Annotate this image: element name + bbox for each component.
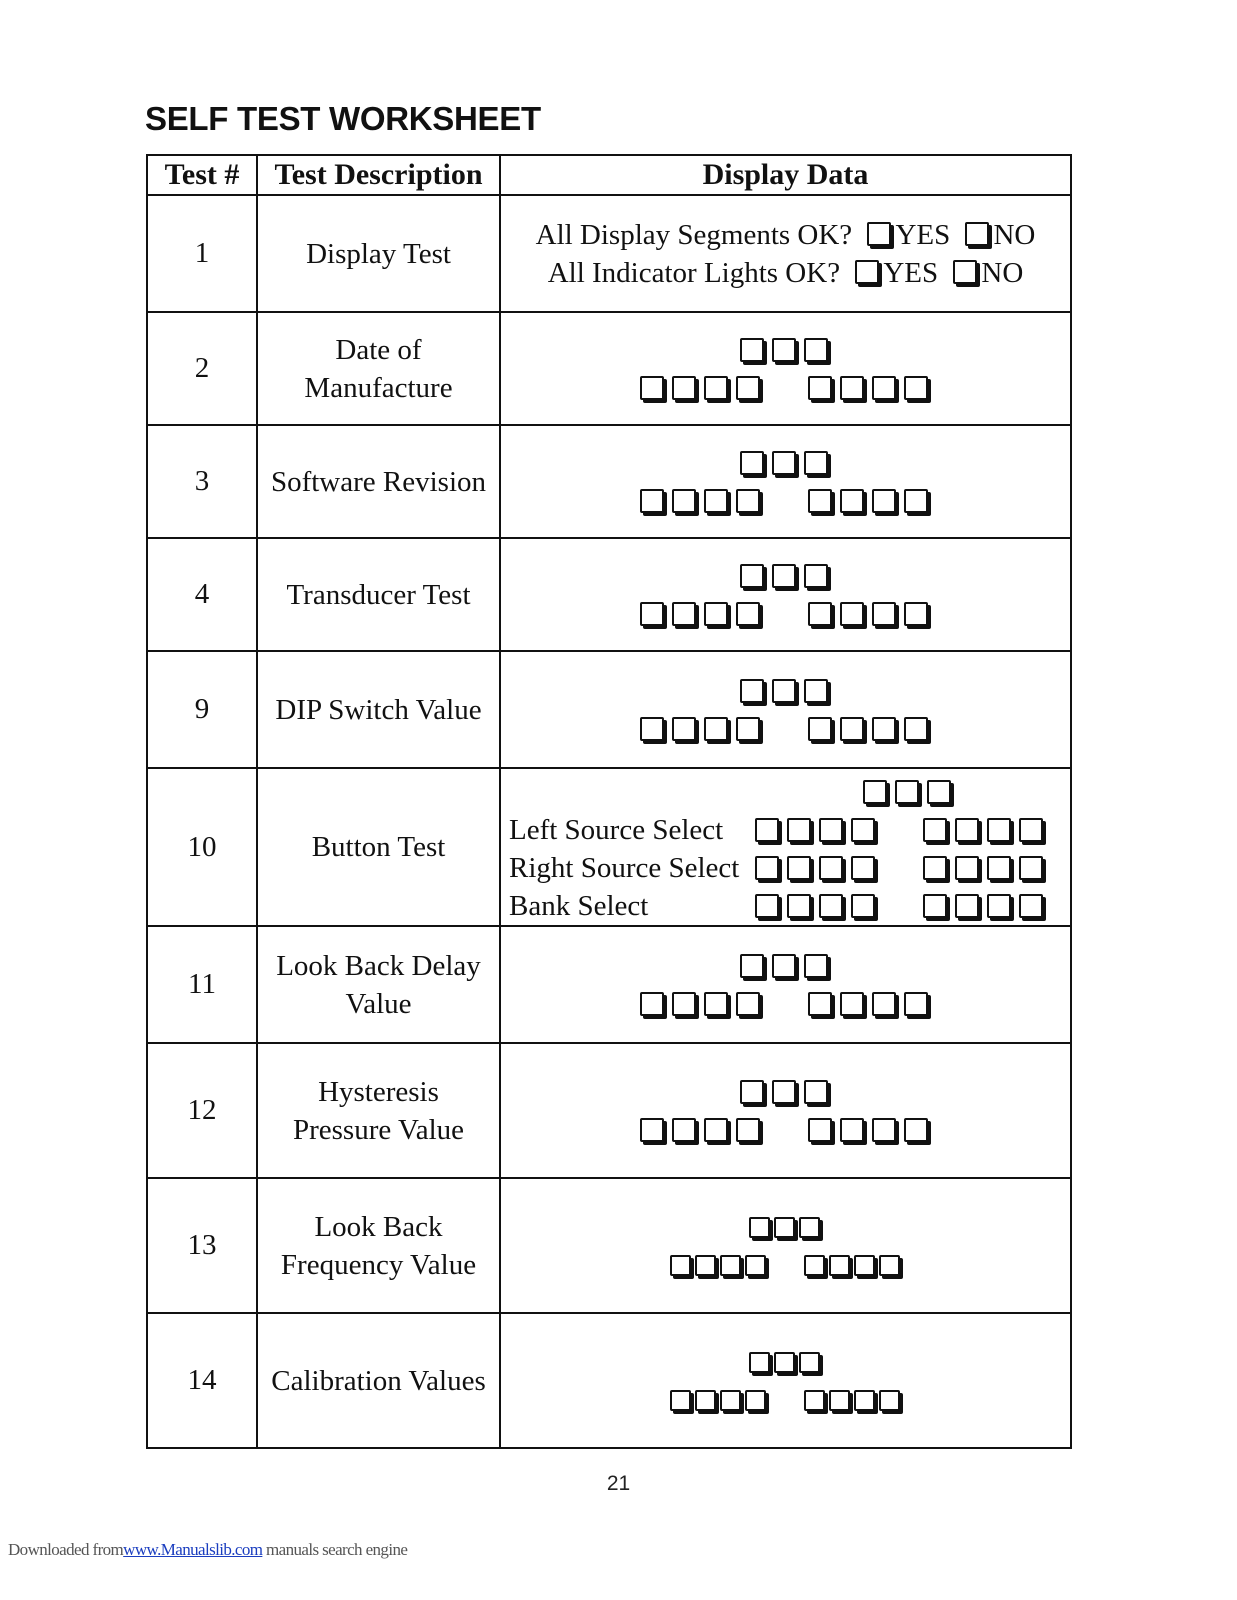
digit-box[interactable] xyxy=(772,564,796,588)
digit-box[interactable] xyxy=(904,376,928,400)
digit-box[interactable] xyxy=(720,1390,741,1411)
digit-box[interactable] xyxy=(736,1118,760,1142)
digit-box[interactable] xyxy=(774,1217,795,1238)
digit-box[interactable] xyxy=(987,894,1011,918)
digit-box[interactable] xyxy=(804,954,828,978)
digit-box-row-top xyxy=(501,1073,1070,1111)
table-row xyxy=(147,312,1071,425)
display-data xyxy=(500,1043,1071,1178)
indicator-lights-label: All Indicator Lights OK? xyxy=(547,256,841,289)
digit-box[interactable] xyxy=(695,1255,716,1276)
display-data xyxy=(500,312,1071,425)
table-row xyxy=(147,926,1071,1043)
digit-box[interactable] xyxy=(804,679,828,703)
table-row xyxy=(147,768,1071,926)
digit-box-row-top xyxy=(501,557,1070,595)
digit-box[interactable] xyxy=(672,489,696,513)
display-data xyxy=(500,1178,1071,1313)
digit-box[interactable] xyxy=(804,1080,828,1104)
digit-box[interactable] xyxy=(854,1390,875,1411)
footer xyxy=(8,1540,407,1560)
digit-box[interactable] xyxy=(772,338,796,362)
display-segments-no-checkbox[interactable] xyxy=(965,222,989,246)
digit-box[interactable] xyxy=(923,856,947,880)
digit-box-row-bottom xyxy=(501,985,1070,1023)
digit-box[interactable] xyxy=(808,1118,832,1142)
table-row xyxy=(147,538,1071,651)
digit-box[interactable] xyxy=(736,602,760,626)
digit-box[interactable] xyxy=(740,451,764,475)
display-data xyxy=(500,538,1071,651)
digit-box[interactable] xyxy=(740,338,764,362)
digit-box[interactable] xyxy=(808,376,832,400)
digit-box[interactable] xyxy=(745,1390,766,1411)
digit-box[interactable] xyxy=(704,1118,728,1142)
digit-box[interactable] xyxy=(740,564,764,588)
display-data xyxy=(500,651,1071,768)
digit-boxes xyxy=(501,1343,1070,1419)
digit-box[interactable] xyxy=(808,602,832,626)
digit-box[interactable] xyxy=(640,602,664,626)
digit-box-row-bottom xyxy=(501,482,1070,520)
digit-box-row-top xyxy=(501,331,1070,369)
digit-box[interactable] xyxy=(740,1080,764,1104)
digit-box[interactable] xyxy=(736,376,760,400)
display-data xyxy=(500,1313,1071,1448)
bank-select-row xyxy=(509,887,1049,925)
digit-box[interactable] xyxy=(840,1118,864,1142)
indicator-lights-yes-checkbox[interactable] xyxy=(855,260,879,284)
digit-box[interactable] xyxy=(955,856,979,880)
digit-box[interactable] xyxy=(736,489,760,513)
digit-box[interactable] xyxy=(923,818,947,842)
digit-box[interactable] xyxy=(772,679,796,703)
indicator-lights-no-checkbox[interactable] xyxy=(953,260,977,284)
digit-box[interactable] xyxy=(923,894,947,918)
digit-box[interactable] xyxy=(772,954,796,978)
digit-box[interactable] xyxy=(904,1118,928,1142)
digit-box[interactable] xyxy=(987,856,1011,880)
digit-box[interactable] xyxy=(819,894,843,918)
digit-box[interactable] xyxy=(840,489,864,513)
digit-box[interactable] xyxy=(787,818,811,842)
test-description xyxy=(257,1043,500,1178)
digit-box[interactable] xyxy=(749,1217,770,1238)
test-description: Display Test xyxy=(257,195,500,312)
digit-box[interactable] xyxy=(736,717,760,741)
digit-box[interactable] xyxy=(895,780,919,804)
digit-box[interactable] xyxy=(804,1255,825,1276)
digit-box[interactable] xyxy=(749,1352,770,1373)
table-row xyxy=(147,1313,1071,1448)
digit-box[interactable] xyxy=(704,376,728,400)
no-label: NO xyxy=(981,256,1024,289)
test-description: Transducer Test xyxy=(257,538,500,651)
test-number: 10 xyxy=(147,768,257,926)
digit-box[interactable] xyxy=(829,1390,850,1411)
test-description xyxy=(257,312,500,425)
digit-box[interactable] xyxy=(720,1255,741,1276)
digit-box[interactable] xyxy=(955,894,979,918)
digit-box[interactable] xyxy=(672,992,696,1016)
test-number: 3 xyxy=(147,425,257,538)
digit-box[interactable] xyxy=(840,992,864,1016)
digit-box[interactable] xyxy=(672,1118,696,1142)
indicator-lights-line xyxy=(501,254,1070,292)
digit-box-row-bottom xyxy=(501,1111,1070,1149)
digit-box[interactable] xyxy=(904,489,928,513)
test-description-line: Hysteresis xyxy=(318,1075,439,1108)
digit-box[interactable] xyxy=(640,376,664,400)
digit-box[interactable] xyxy=(804,564,828,588)
digit-box[interactable] xyxy=(819,818,843,842)
digit-box[interactable] xyxy=(872,717,896,741)
display-segments-yes-checkbox[interactable] xyxy=(867,222,891,246)
digit-box[interactable] xyxy=(774,1352,795,1373)
digit-box[interactable] xyxy=(851,894,875,918)
digit-box-row-bottom xyxy=(501,710,1070,748)
digit-box[interactable] xyxy=(736,992,760,1016)
digit-box[interactable] xyxy=(804,1390,825,1411)
test-description-line: Pressure Value xyxy=(292,1113,464,1146)
digit-box[interactable] xyxy=(787,894,811,918)
digit-box-row-top xyxy=(501,444,1070,482)
digit-box[interactable] xyxy=(927,780,951,804)
test-description: Calibration Values xyxy=(257,1313,500,1448)
digit-box[interactable] xyxy=(1019,894,1043,918)
header-display-data: Display Data xyxy=(500,155,1071,195)
test-number: 1 xyxy=(147,195,257,312)
digit-box-row-top xyxy=(501,672,1070,710)
digit-boxes xyxy=(501,672,1070,748)
digit-box[interactable] xyxy=(704,717,728,741)
digit-box[interactable] xyxy=(740,679,764,703)
table-row xyxy=(147,651,1071,768)
test-number: 11 xyxy=(147,926,257,1043)
digit-box[interactable] xyxy=(704,602,728,626)
digit-boxes xyxy=(501,557,1070,633)
digit-box[interactable] xyxy=(1019,818,1043,842)
digit-box[interactable] xyxy=(808,489,832,513)
digit-box[interactable] xyxy=(670,1255,691,1276)
table-row xyxy=(147,195,1071,312)
digit-box[interactable] xyxy=(704,489,728,513)
digit-box[interactable] xyxy=(672,717,696,741)
test-description: Button Test xyxy=(257,768,500,926)
digit-box[interactable] xyxy=(955,818,979,842)
digit-box[interactable] xyxy=(904,992,928,1016)
digit-box-row-top xyxy=(501,1208,1070,1246)
digit-box[interactable] xyxy=(851,818,875,842)
digit-box[interactable] xyxy=(672,602,696,626)
digit-box[interactable] xyxy=(808,992,832,1016)
test-number: 13 xyxy=(147,1178,257,1313)
yes-label: YES xyxy=(883,256,939,289)
test-description xyxy=(257,1178,500,1313)
digit-box[interactable] xyxy=(640,489,664,513)
test-number: 2 xyxy=(147,312,257,425)
digit-boxes xyxy=(501,444,1070,520)
digit-box[interactable] xyxy=(872,1118,896,1142)
table-header-row xyxy=(147,155,1071,195)
digit-box[interactable] xyxy=(799,1352,820,1373)
display-segments-label: All Display Segments OK? xyxy=(535,218,853,251)
test-description-line: Date of xyxy=(335,333,422,366)
digit-box[interactable] xyxy=(672,376,696,400)
test-description-line: Look Back xyxy=(314,1210,443,1243)
header-test-description: Test Description xyxy=(257,155,500,195)
digit-box[interactable] xyxy=(804,338,828,362)
digit-box[interactable] xyxy=(745,1255,766,1276)
digit-box[interactable] xyxy=(840,376,864,400)
digit-box[interactable] xyxy=(863,780,887,804)
digit-box[interactable] xyxy=(851,856,875,880)
digit-box[interactable] xyxy=(804,451,828,475)
yes-label: YES xyxy=(895,218,951,251)
digit-box[interactable] xyxy=(787,856,811,880)
digit-box[interactable] xyxy=(819,856,843,880)
test-number: 4 xyxy=(147,538,257,651)
digit-box[interactable] xyxy=(987,818,1011,842)
table-row xyxy=(147,1043,1071,1178)
digit-box-row-bottom xyxy=(501,1381,1070,1419)
button-test-grid xyxy=(501,769,1070,925)
left-source-select-row xyxy=(509,811,1049,849)
digit-box[interactable] xyxy=(704,992,728,1016)
digit-boxes xyxy=(501,1208,1070,1284)
digit-box[interactable] xyxy=(829,1255,850,1276)
no-label: NO xyxy=(993,218,1036,251)
digit-box[interactable] xyxy=(872,376,896,400)
test-number: 14 xyxy=(147,1313,257,1448)
digit-box-row-bottom xyxy=(501,595,1070,633)
left-source-select-label: Left Source Select xyxy=(509,814,724,846)
right-source-select-row xyxy=(509,849,1049,887)
test-description: Software Revision xyxy=(257,425,500,538)
digit-box[interactable] xyxy=(772,1080,796,1104)
digit-box[interactable] xyxy=(872,992,896,1016)
display-data xyxy=(500,195,1071,312)
digit-box[interactable] xyxy=(772,451,796,475)
page-title: SELF TEST WORKSHEET xyxy=(145,100,541,137)
display-data xyxy=(500,926,1071,1043)
test-description xyxy=(257,926,500,1043)
digit-box[interactable] xyxy=(670,1390,691,1411)
test-description-line: Frequency Value xyxy=(280,1248,477,1281)
digit-boxes xyxy=(501,947,1070,1023)
footer-suffix: manuals search engine xyxy=(266,1540,408,1559)
digit-box[interactable] xyxy=(904,602,928,626)
test-description-line: Look Back Delay xyxy=(276,949,481,982)
footer-link[interactable]: www.Manualslib.com xyxy=(123,1540,263,1559)
digit-box[interactable] xyxy=(640,1118,664,1142)
digit-box[interactable] xyxy=(755,894,779,918)
digit-box[interactable] xyxy=(755,856,779,880)
digit-box[interactable] xyxy=(854,1255,875,1276)
digit-box[interactable] xyxy=(872,489,896,513)
display-segments-line xyxy=(501,216,1070,254)
test-number: 12 xyxy=(147,1043,257,1178)
display-data xyxy=(500,425,1071,538)
bank-select-label: Bank Select xyxy=(509,890,649,922)
digit-box[interactable] xyxy=(879,1390,900,1411)
header-test-number: Test # xyxy=(147,155,257,195)
digit-box-row-bottom xyxy=(501,1246,1070,1284)
test-number: 9 xyxy=(147,651,257,768)
digit-box[interactable] xyxy=(904,717,928,741)
digit-boxes xyxy=(501,331,1070,407)
digit-box[interactable] xyxy=(640,992,664,1016)
digit-box[interactable] xyxy=(755,818,779,842)
digit-box-row-top xyxy=(501,947,1070,985)
right-source-select-label: Right Source Select xyxy=(509,852,740,884)
digit-box[interactable] xyxy=(740,954,764,978)
digit-box[interactable] xyxy=(840,602,864,626)
digit-box[interactable] xyxy=(808,717,832,741)
digit-box[interactable] xyxy=(1019,856,1043,880)
table-row xyxy=(147,425,1071,538)
test-description-line: Value xyxy=(345,987,412,1020)
digit-box[interactable] xyxy=(840,717,864,741)
test-description-line: Manufacture xyxy=(304,371,453,404)
digit-box[interactable] xyxy=(879,1255,900,1276)
digit-box[interactable] xyxy=(872,602,896,626)
digit-box-row-top xyxy=(501,1343,1070,1381)
display-data xyxy=(500,768,1071,926)
digit-box-row-top xyxy=(861,773,957,811)
digit-box-row-bottom xyxy=(501,369,1070,407)
test-description: DIP Switch Value xyxy=(257,651,500,768)
digit-box[interactable] xyxy=(695,1390,716,1411)
footer-prefix: Downloaded from xyxy=(8,1540,124,1559)
digit-box[interactable] xyxy=(640,717,664,741)
page-number: 21 xyxy=(606,1472,631,1495)
digit-boxes xyxy=(501,1073,1070,1149)
self-test-table xyxy=(146,154,1072,1449)
table-row xyxy=(147,1178,1071,1313)
digit-box[interactable] xyxy=(799,1217,820,1238)
